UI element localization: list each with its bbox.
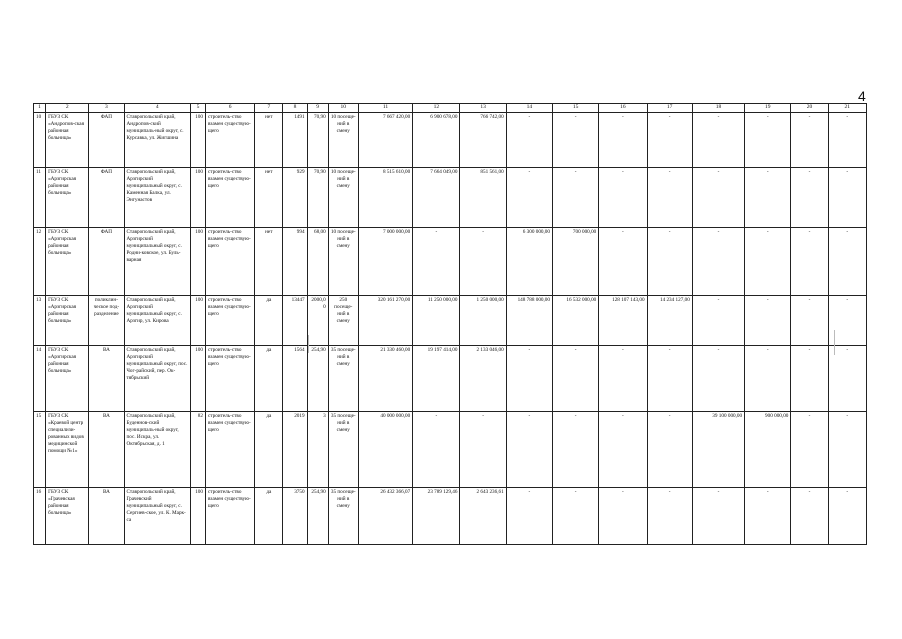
column-header: 8 [283, 104, 307, 113]
table-cell: - [692, 167, 744, 227]
table-cell: строитель-ство взамен существую-щего [205, 167, 254, 227]
table-cell: - [828, 411, 866, 487]
table-cell: - [552, 487, 598, 544]
table-cell: - [791, 487, 828, 544]
table-cell: - [506, 411, 552, 487]
table-cell: ГБУЗ СК «Арзгирская районная больница» [46, 295, 89, 345]
table-cell: 1564 [283, 345, 307, 411]
table-cell: ФАП [89, 112, 124, 167]
table-cell: 7 667 420,00 [358, 112, 412, 167]
table-cell: 250 посеще-ний в смену [328, 295, 358, 345]
table-cell: - [647, 227, 692, 295]
table-cell: - [506, 112, 552, 167]
column-header: 21 [828, 104, 866, 113]
table-cell: 11 250 000,00 [413, 295, 460, 345]
table-cell: 100 [190, 295, 205, 345]
table-cell: - [552, 411, 598, 487]
table-cell: - [647, 112, 692, 167]
table-cell: - [692, 112, 744, 167]
table-row [34, 112, 867, 167]
table-cell: строитель-ство взамен существую-щего [205, 295, 254, 345]
table-cell: - [413, 227, 460, 295]
table-cell: 14 [34, 345, 46, 411]
table-cell: ФАП [89, 227, 124, 295]
table-cell: 994 [283, 227, 307, 295]
table-cell: 70,90 [307, 112, 328, 167]
table-cell: - [692, 227, 744, 295]
table-cell: 12 [34, 227, 46, 295]
table-cell: 15 [34, 411, 46, 487]
table-cell: 13447 [283, 295, 307, 345]
table-cell: поликлин-ческое под-разделение [89, 295, 124, 345]
table-cell: Ставропольский край, Арзгирский муниципальный округ, с. Арзгир, ул. Кирова [124, 295, 190, 345]
column-header: 12 [413, 104, 460, 113]
table-cell: 766 742,00 [460, 112, 506, 167]
table-cell: ВА [89, 487, 124, 544]
column-header: 10 [328, 104, 358, 113]
table-cell: ГБУЗ СК «Арзгирская районная больница» [46, 227, 89, 295]
table-cell: ФАП [89, 167, 124, 227]
table-cell: нет [255, 227, 283, 295]
table-cell: 929 [283, 167, 307, 227]
table-cell: ВА [89, 345, 124, 411]
table-row [34, 345, 867, 411]
table-cell: - [828, 345, 866, 411]
table-cell: - [828, 167, 866, 227]
table-cell: Ставропольский край, Арзгирский муниципальный округ, с. Каменная Балка, ул. Энгунастов [124, 167, 190, 227]
table-cell: строитель-ство взамен существую-щего [205, 112, 254, 167]
table-cell: - [599, 227, 647, 295]
table-cell: 900 000,00 [745, 411, 791, 487]
table-cell: - [692, 487, 744, 544]
table-cell: Ставропольский край, Арзгирский муниципальный округ, с. Родни-ковское, ул. Буль-варная [124, 227, 190, 295]
table-cell: 320 161 270,00 [358, 295, 412, 345]
table-cell: - [599, 345, 647, 411]
table-cell: 100 [190, 167, 205, 227]
table-cell: - [599, 411, 647, 487]
table-cell: - [506, 167, 552, 227]
table-cell: - [599, 112, 647, 167]
table-cell: строитель-ство взамен существую-щего [205, 345, 254, 411]
table-row [34, 295, 867, 345]
table-row [34, 167, 867, 227]
table-cell: - [552, 112, 598, 167]
table-cell: - [460, 411, 506, 487]
table-cell: 2 643 236,61 [460, 487, 506, 544]
table-cell: ГБУЗ СК «Краевой центр специализи-рованных видов медицинской помощи №1» [46, 411, 89, 487]
table-cell: нет [255, 112, 283, 167]
column-header: 18 [692, 104, 744, 113]
table-cell: нет [255, 167, 283, 227]
table-cell: 2019 [283, 411, 307, 487]
table-cell: - [647, 411, 692, 487]
table-cell: - [828, 227, 866, 295]
scan-artifact [308, 335, 309, 353]
table-cell: - [460, 227, 506, 295]
column-header: 17 [647, 104, 692, 113]
table-cell: ГБУЗ СК «Арзгирская районная больница» [46, 345, 89, 411]
table-cell: 10 посеще-ний в смену [328, 167, 358, 227]
table-cell: - [552, 167, 598, 227]
table-cell: 2 133 046,00 [460, 345, 506, 411]
column-header: 6 [205, 104, 254, 113]
table-cell: ГБУЗ СК «Андропов-ская районная больница» [46, 112, 89, 167]
table-cell: - [692, 345, 744, 411]
column-header: 4 [124, 104, 190, 113]
table-cell: 254,90 [307, 487, 328, 544]
column-header: 19 [745, 104, 791, 113]
table-cell: 100 [190, 345, 205, 411]
table-cell: строитель-ство взамен существую-щего [205, 411, 254, 487]
table-cell: 19 197 414,00 [413, 345, 460, 411]
table-cell: - [647, 167, 692, 227]
scan-artifact [834, 330, 835, 355]
table-cell: 35 посеще-ний в смену [328, 487, 358, 544]
column-header: 3 [89, 104, 124, 113]
table-row [34, 487, 867, 544]
table-cell: Ставропольский край, Арзгирский муниципальный округ, пос. Чог-райский, пер. Ок-тябрьский [124, 345, 190, 411]
table-cell: 21 330 460,00 [358, 345, 412, 411]
table-cell: 10 посеще-ний в смену [328, 227, 358, 295]
page-number: 4 [858, 88, 866, 104]
table-cell: - [745, 487, 791, 544]
table-cell: 851 561,00 [460, 167, 506, 227]
table-cell: ВА [89, 411, 124, 487]
table-cell: Ставропольский край, Андропов-ский муниципаль-ный округ, с. Курсавка, ул. Жигшина [124, 112, 190, 167]
table-cell: 7 664 049,00 [413, 167, 460, 227]
column-header: 13 [460, 104, 506, 113]
table-cell: 3 [307, 411, 328, 487]
table-cell: - [828, 487, 866, 544]
table-cell: 14 234 127,00 [647, 295, 692, 345]
table-cell: - [791, 227, 828, 295]
table-cell: - [413, 411, 460, 487]
table-cell: 35 посеще-ний в смену [328, 411, 358, 487]
table-cell: 35 посеще-ний в смену [328, 345, 358, 411]
table-cell: 1491 [283, 112, 307, 167]
table-cell: 16 [34, 487, 46, 544]
table-cell: ГБУЗ СК «Арзгирская районная больница» [46, 167, 89, 227]
table-cell: 1 250 000,00 [460, 295, 506, 345]
table-cell: 8 515 610,00 [358, 167, 412, 227]
table-cell: 128 107 143,00 [599, 295, 647, 345]
table-cell: ГБУЗ СК «Грачевская районная больница» [46, 487, 89, 544]
table-cell: 11 [34, 167, 46, 227]
table-cell: 700 000,00 [552, 227, 598, 295]
table-cell: 26 432 366,07 [358, 487, 412, 544]
table-cell: 39 100 000,00 [692, 411, 744, 487]
table-cell: да [255, 411, 283, 487]
column-header: 2 [46, 104, 89, 113]
table-cell: Ставропольский край, Грачевский муниципальный округ, с. Сергиев-ское, ул. К. Марк-са [124, 487, 190, 544]
table-cell: 3750 [283, 487, 307, 544]
column-header: 1 [34, 104, 46, 113]
table-cell: - [745, 167, 791, 227]
table-cell: 23 789 129,46 [413, 487, 460, 544]
table-cell: - [647, 345, 692, 411]
table-cell: да [255, 345, 283, 411]
table-cell: 254,90 [307, 345, 328, 411]
table-cell: - [828, 295, 866, 345]
column-header: 5 [190, 104, 205, 113]
column-header: 16 [599, 104, 647, 113]
table-cell: 16 532 000,00 [552, 295, 598, 345]
table-cell: - [791, 167, 828, 227]
table-cell: - [745, 112, 791, 167]
table-cell: 68,00 [307, 227, 328, 295]
table-cell: 6 300 000,00 [506, 227, 552, 295]
column-header: 11 [358, 104, 412, 113]
table-cell: 82 [190, 411, 205, 487]
table-cell: строитель-ство взамен существую-щего [205, 227, 254, 295]
table-cell: - [745, 345, 791, 411]
table-cell: да [255, 487, 283, 544]
table-cell: - [692, 295, 744, 345]
table-row [34, 227, 867, 295]
data-table [33, 103, 867, 545]
table-cell: - [745, 227, 791, 295]
table-cell: - [599, 167, 647, 227]
table-cell: - [791, 112, 828, 167]
table-cell: - [506, 487, 552, 544]
table-cell: да [255, 295, 283, 345]
table-cell: - [828, 112, 866, 167]
column-header: 7 [255, 104, 283, 113]
table-cell: 40 000 000,00 [358, 411, 412, 487]
table-cell: - [791, 345, 828, 411]
column-header: 14 [506, 104, 552, 113]
table-cell: 2000,00 [307, 295, 328, 345]
table-cell: 10 посеще-ний в смену [328, 112, 358, 167]
table-cell: 10 [34, 112, 46, 167]
table-cell: 13 [34, 295, 46, 345]
table-row [34, 411, 867, 487]
table-cell: Ставропольский край, Буденнов-ский муниципаль-ный округ, пос. Искра, ул. Октябрьская, д. 1 [124, 411, 190, 487]
table-cell: 100 [190, 487, 205, 544]
table-cell: 148 788 000,00 [506, 295, 552, 345]
column-header: 20 [791, 104, 828, 113]
table-cell: 100 [190, 227, 205, 295]
table-cell: - [791, 411, 828, 487]
table-cell: 6 900 678,00 [413, 112, 460, 167]
table-cell: - [552, 345, 598, 411]
table-cell: - [599, 487, 647, 544]
table-cell: - [647, 487, 692, 544]
table-cell: 100 [190, 112, 205, 167]
table-cell: - [745, 295, 791, 345]
column-header: 15 [552, 104, 598, 113]
table-cell: 7 000 000,00 [358, 227, 412, 295]
header-row [34, 104, 867, 113]
table-cell: 70,90 [307, 167, 328, 227]
table-cell: строитель-ство взамен существую-щего [205, 487, 254, 544]
table-cell: - [791, 295, 828, 345]
column-header: 9 [307, 104, 328, 113]
table-cell: - [506, 345, 552, 411]
